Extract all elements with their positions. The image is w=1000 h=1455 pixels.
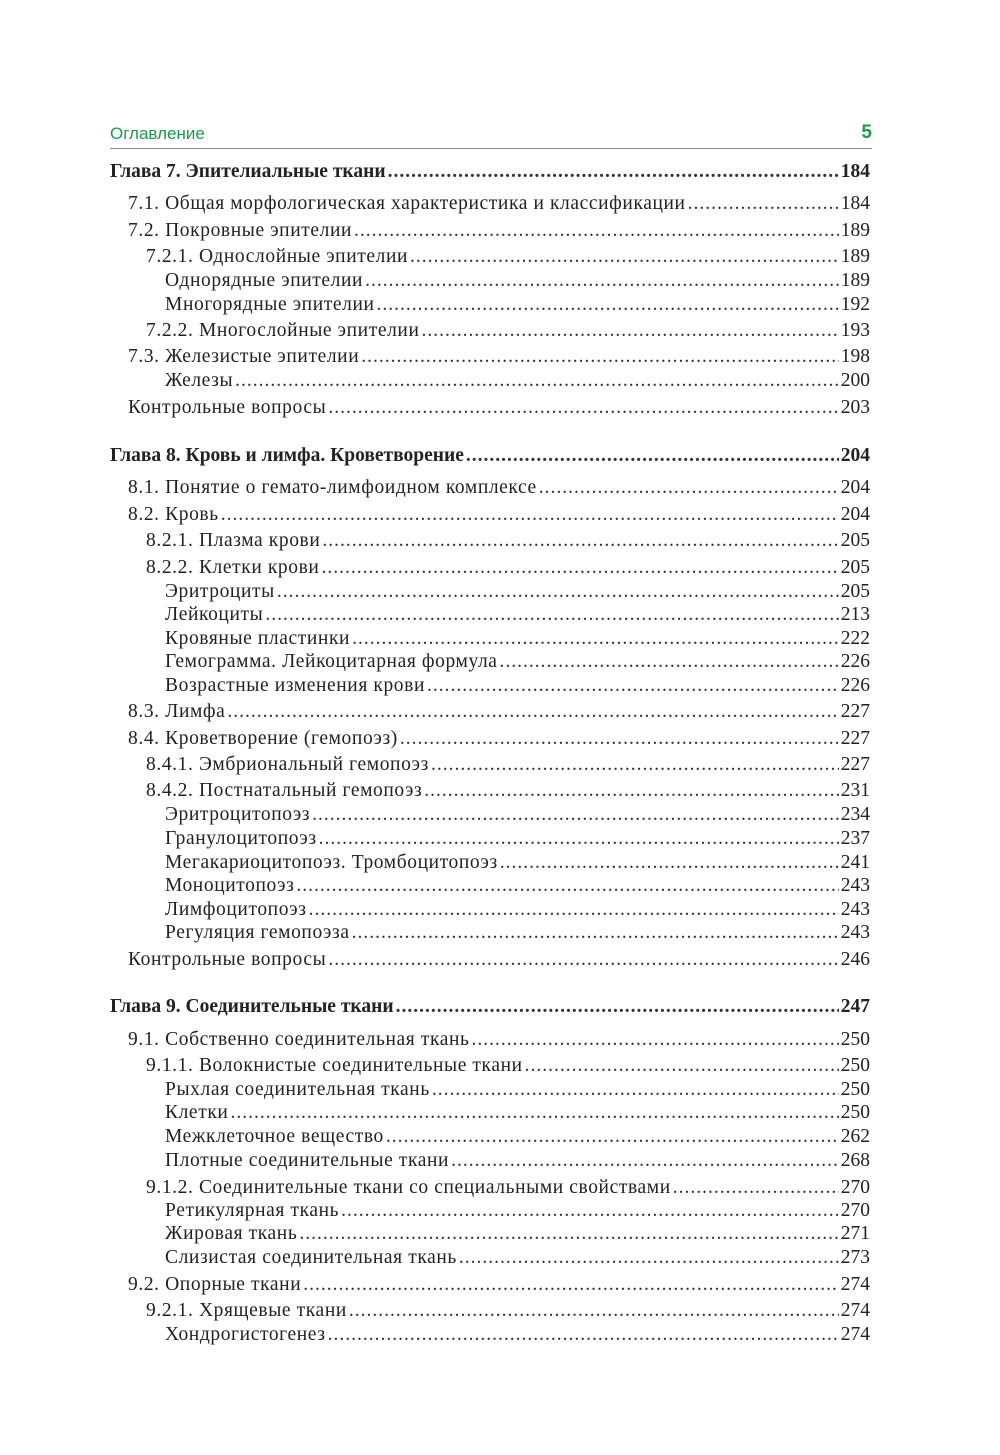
- toc-entry: [128, 219, 870, 243]
- toc-entry-title: Клетки: [165, 1102, 229, 1123]
- toc-entry-page: 205: [840, 530, 870, 551]
- toc-entry: [165, 1149, 870, 1173]
- running-header-title: Оглавление: [110, 124, 205, 143]
- toc-entry-page: 274: [840, 1274, 870, 1295]
- toc-entry: [128, 476, 870, 500]
- toc-entry: [128, 345, 870, 369]
- toc-entry-page: 247: [840, 996, 870, 1017]
- toc-entry-title: 8.4.1. Эмбриональный гемопоэз: [146, 754, 429, 775]
- toc-entry: [165, 1323, 870, 1347]
- toc-entry: [128, 700, 870, 724]
- toc-entry-page: 243: [840, 875, 870, 896]
- dot-leader: [312, 803, 839, 827]
- dot-leader: [349, 1299, 839, 1323]
- dot-leader: [227, 700, 838, 724]
- toc-entry-title: 8.3. Лимфа: [128, 701, 226, 722]
- toc-entry-title: Плотные соединительные ткани: [165, 1150, 450, 1171]
- toc-entry-title: Моноцитопоэз: [165, 875, 295, 896]
- toc-entry-page: 204: [840, 445, 870, 466]
- toc-entry: [165, 1246, 870, 1270]
- toc-entry-page: 205: [840, 581, 870, 602]
- toc-entry-title: Эритроцитопоэз: [165, 804, 311, 825]
- toc-entry-page: 268: [840, 1150, 870, 1171]
- dot-leader: [354, 219, 839, 243]
- dot-leader: [265, 603, 838, 627]
- toc-entry-page: 192: [840, 294, 870, 315]
- toc-entry: [146, 1176, 870, 1200]
- dot-leader: [466, 444, 839, 468]
- toc-entry-page: 270: [840, 1200, 870, 1221]
- toc-entry-title: Однорядные эпителии: [165, 270, 364, 291]
- dot-leader: [525, 1054, 839, 1078]
- dot-leader: [688, 192, 839, 216]
- toc-entry-page: 189: [840, 220, 870, 241]
- toc-entry-title: Глава 9. Соединительные ткани: [110, 996, 394, 1017]
- toc-entry: [165, 921, 870, 945]
- toc-entry: [165, 627, 870, 651]
- toc-entry-title: Контрольные вопросы: [128, 949, 327, 970]
- dot-leader: [319, 827, 839, 851]
- toc-entry: [165, 650, 870, 674]
- dot-leader: [230, 1101, 838, 1125]
- toc-entry-page: 205: [840, 557, 870, 578]
- toc-entry-title: 8.4. Кроветворение (гемопоэз): [128, 728, 398, 749]
- dot-leader: [328, 948, 838, 972]
- toc-entry: [128, 948, 870, 972]
- dot-leader: [328, 1323, 839, 1347]
- toc-entry: [146, 556, 870, 580]
- toc-entry-title: Межклеточное вещество: [165, 1126, 384, 1147]
- dot-leader: [296, 874, 838, 898]
- dot-leader: [500, 851, 839, 875]
- toc-entry-page: 250: [840, 1055, 870, 1076]
- dot-leader: [500, 650, 839, 674]
- dot-leader: [424, 779, 838, 803]
- toc-entry: [165, 580, 870, 604]
- toc-entry-title: Контрольные вопросы: [128, 397, 327, 418]
- toc-entry: [128, 396, 870, 420]
- page-number: 5: [861, 122, 872, 143]
- toc-entry-page: 227: [840, 728, 870, 749]
- dot-leader: [388, 160, 839, 184]
- toc-entry-title: Рыхлая соединительная ткань: [165, 1079, 430, 1100]
- toc-entry-title: Хондрогистогенез: [165, 1324, 326, 1345]
- toc-entry-title: Глава 8. Кровь и лимфа. Кроветворение: [110, 445, 464, 466]
- toc-entry: [165, 603, 870, 627]
- toc-entry: [165, 827, 870, 851]
- toc-entry-page: 250: [840, 1079, 870, 1100]
- dot-leader: [352, 627, 839, 651]
- toc-entry-page: 222: [840, 628, 870, 649]
- dot-leader: [377, 293, 839, 317]
- toc-entry: [128, 727, 870, 751]
- toc-entry-title: 7.2.1. Однослойные эпителии: [146, 246, 409, 267]
- toc-entry: [165, 269, 870, 293]
- toc-entry-title: 8.2. Кровь: [128, 504, 219, 525]
- dot-leader: [410, 245, 839, 269]
- toc-entry-page: 204: [840, 504, 870, 525]
- toc-entry-page: 203: [840, 397, 870, 418]
- toc-entry-page: 198: [840, 346, 870, 367]
- toc-entry-page: 226: [840, 675, 870, 696]
- dot-leader: [427, 674, 839, 698]
- toc-entry-page: 204: [840, 477, 870, 498]
- toc-entry-title: 9.1.2. Соединительные ткани со специальными свойствами: [146, 1177, 671, 1198]
- dot-leader: [309, 898, 839, 922]
- toc-entry-page: 213: [840, 604, 870, 625]
- toc-entry-title: Глава 7. Эпителиальные ткани: [110, 161, 386, 182]
- toc-entry: [146, 779, 870, 803]
- dot-leader: [221, 503, 839, 527]
- toc-entry-page: 241: [840, 852, 870, 873]
- toc-entry-title: Многорядные эпителии: [165, 294, 375, 315]
- toc-entry: [165, 293, 870, 317]
- dot-leader: [400, 727, 839, 751]
- toc-entry-title: 9.2. Опорные ткани: [128, 1274, 302, 1295]
- toc-entry: [146, 1299, 870, 1323]
- toc-entry-title: Гранулоцитопоэз: [165, 828, 317, 849]
- dot-leader: [396, 995, 839, 1019]
- toc-entry-page: 184: [840, 193, 870, 214]
- toc-entry-title: Ретикулярная ткань: [165, 1200, 340, 1221]
- toc-entry-title: 7.2.2. Многослойные эпителии: [146, 320, 420, 341]
- toc-entry-page: 237: [840, 828, 870, 849]
- toc-entry: [146, 753, 870, 777]
- toc-entry-page: 262: [840, 1126, 870, 1147]
- dot-leader: [328, 396, 838, 420]
- toc-entry: [146, 529, 870, 553]
- toc-entry-title: 8.4.2. Постнатальный гемопоэз: [146, 780, 423, 801]
- toc-entry-page: 250: [840, 1029, 870, 1050]
- dot-leader: [277, 580, 839, 604]
- toc-entry-title: 7.1. Общая морфологическая характеристика и классификации: [128, 193, 686, 214]
- dot-leader: [341, 1199, 839, 1223]
- toc-entry-page: 227: [840, 754, 870, 775]
- toc-entry-page: 274: [840, 1300, 870, 1321]
- toc-entry-page: 243: [840, 899, 870, 920]
- dot-leader: [365, 269, 839, 293]
- dot-leader: [303, 1273, 839, 1297]
- toc-entry: [146, 319, 870, 343]
- toc-entry-page: 243: [840, 922, 870, 943]
- toc-entry-title: 7.2. Покровные эпителии: [128, 220, 353, 241]
- toc-entry-title: Возрастные изменения крови: [165, 675, 425, 696]
- running-header: [110, 122, 872, 149]
- toc-entry-page: 234: [840, 804, 870, 825]
- dot-leader: [235, 369, 839, 393]
- dot-leader: [322, 529, 838, 553]
- toc-entry-title: Мегакариоцитопоэз. Тромбоцитопоэз: [165, 852, 498, 873]
- toc-entry-page: 184: [840, 161, 870, 182]
- toc-entry-title: Гемограмма. Лейкоцитарная формула: [165, 651, 498, 672]
- toc-entry-title: Кровяные пластинки: [165, 628, 351, 649]
- dot-leader: [459, 1246, 839, 1270]
- toc-chapter-entry: [110, 995, 870, 1019]
- toc-entry-title: Лейкоциты: [165, 604, 264, 625]
- toc-entry: [128, 1273, 870, 1297]
- toc-entry-title: 9.1.1. Волокнистые соединительные ткани: [146, 1055, 523, 1076]
- dot-leader: [539, 476, 839, 500]
- toc-entry: [146, 1054, 870, 1078]
- toc-entry-title: 8.1. Понятие о гемато-лимфоидном комплексе: [128, 477, 537, 498]
- dot-leader: [299, 1222, 838, 1246]
- toc-entry-page: 189: [840, 246, 870, 267]
- dot-leader: [673, 1176, 839, 1200]
- toc-entry: [165, 803, 870, 827]
- dot-leader: [352, 921, 839, 945]
- dot-leader: [451, 1149, 839, 1173]
- toc-entry: [128, 503, 870, 527]
- toc-entry: [165, 1078, 870, 1102]
- toc-entry: [128, 192, 870, 216]
- toc-entry-page: 200: [840, 370, 870, 391]
- toc-entry-title: Регуляция гемопоэза: [165, 922, 350, 943]
- toc-entry: [146, 245, 870, 269]
- dot-leader: [386, 1125, 839, 1149]
- toc-entry-title: 8.2.2. Клетки крови: [146, 557, 320, 578]
- toc-entry-title: 9.1. Собственно соединительная ткань: [128, 1029, 470, 1050]
- toc-entry-title: 8.2.1. Плазма крови: [146, 530, 321, 551]
- toc-entry-title: Железы: [165, 370, 234, 391]
- toc-entry-page: 193: [840, 320, 870, 341]
- toc-entry-page: 250: [840, 1102, 870, 1123]
- toc-entry: [165, 1199, 870, 1223]
- toc-entry: [165, 898, 870, 922]
- toc-entry-page: 189: [840, 270, 870, 291]
- toc-entry-page: 273: [840, 1247, 870, 1268]
- toc-entry: [128, 1028, 870, 1052]
- toc-entry-page: 271: [840, 1223, 870, 1244]
- toc-entry: [165, 674, 870, 698]
- dot-leader: [421, 319, 838, 343]
- toc-entry-page: 246: [840, 949, 870, 970]
- toc-entry-title: Эритроциты: [165, 581, 275, 602]
- toc-chapter-entry: [110, 444, 870, 468]
- toc-entry-page: 226: [840, 651, 870, 672]
- toc-entry-title: Лимфоцитопоэз: [165, 899, 307, 920]
- toc-entry-page: 270: [840, 1177, 870, 1198]
- toc-entry: [165, 874, 870, 898]
- dot-leader: [432, 1078, 839, 1102]
- toc-entry-page: 274: [840, 1324, 870, 1345]
- toc-entry-page: 231: [840, 780, 870, 801]
- toc-entry-page: 227: [840, 701, 870, 722]
- toc-entry: [165, 851, 870, 875]
- toc-entry-title: Слизистая соединительная ткань: [165, 1247, 457, 1268]
- dot-leader: [361, 345, 838, 369]
- dot-leader: [472, 1028, 839, 1052]
- toc-entry: [165, 1101, 870, 1125]
- toc-entry-title: 7.3. Железистые эпителии: [128, 346, 360, 367]
- toc-chapter-entry: [110, 160, 870, 184]
- toc-entry: [165, 1222, 870, 1246]
- toc-entry: [165, 369, 870, 393]
- toc-entry-title: 9.2.1. Хрящевые ткани: [146, 1300, 347, 1321]
- dot-leader: [431, 753, 839, 777]
- dot-leader: [321, 556, 838, 580]
- toc-entry: [165, 1125, 870, 1149]
- toc-entry-title: Жировая ткань: [165, 1223, 298, 1244]
